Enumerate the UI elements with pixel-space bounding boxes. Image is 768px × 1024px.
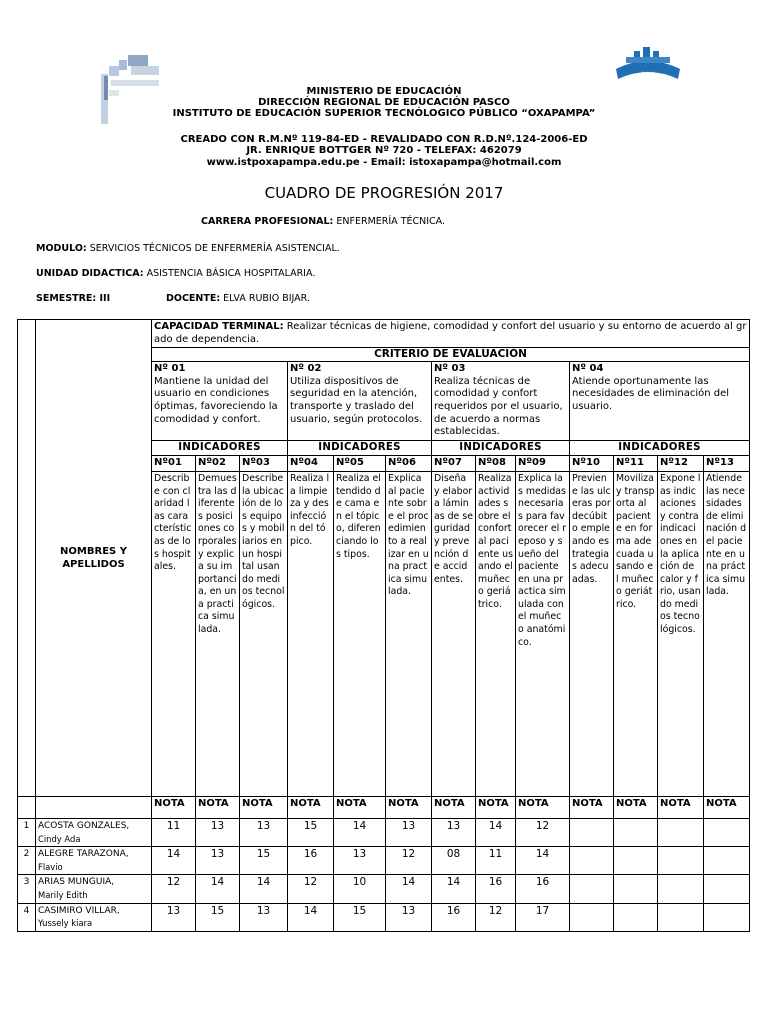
indicator-num: Nº02 [196,456,240,472]
grade-cell [658,818,704,846]
grade-cell [614,875,658,903]
student-name [36,818,152,846]
indicator-description: Explica al paciente sobre el procedimiento a realizar en una practica simulada. [386,471,432,796]
criterion-3-text: Realiza técnicas de comodidad y confort requeridos por el usuario, de acuerdo a normas establecidas. [434,375,563,438]
grade-cell: 12 [516,818,570,846]
indicator-num: Nº09 [516,456,570,472]
grade-cell: 17 [516,903,570,931]
student-surname: CASIMIRO VILLAR, [38,905,120,916]
grade-cell: 12 [476,903,516,931]
nota-header: NOTA [196,796,240,818]
criterion-1 [152,362,288,441]
grade-cell: 11 [476,847,516,875]
indicator-num: Nº03 [240,456,288,472]
semestre-label: SEMESTRE: III [36,293,111,304]
grade-cell: 12 [288,875,334,903]
grade-cell [570,903,614,931]
carrera-label: CARRERA PROFESIONAL: [201,216,334,227]
student-surname: ARIAS MUNGUIA, [38,877,115,888]
grade-cell: 13 [240,903,288,931]
grade-cell [704,875,750,903]
indicator-num: Nº12 [658,456,704,472]
nota-header: NOTA [658,796,704,818]
criterion-1-text: Mantiene la unidad del usuario en condiciones óptimas, favoreciendo la comodidad y confort. [154,375,278,425]
grade-cell: 14 [432,875,476,903]
capacidad-label: CAPACIDAD TERMINAL: [154,321,284,332]
grade-cell: 15 [196,903,240,931]
grade-cell: 16 [476,875,516,903]
criterio-header: CRITERIO DE EVALUACIÓN [152,348,750,362]
row-index: 4 [18,903,36,931]
indicadores-header-1: INDICADORES [152,440,288,456]
student-name [36,875,152,903]
indicator-description: Demuestra las diferentes posiciones corporales y explica su importancia, en una practica simulada. [196,471,240,796]
indicator-num: Nº05 [334,456,386,472]
indicator-description: Describe con claridad las características de los hospitales. [152,471,196,796]
unidad-label: UNIDAD DIDACTICA: [36,268,144,279]
indicator-description: Moviliza y transporta al paciente en forma adecuada usando el muñeco geriátrico. [614,471,658,796]
criterion-3-num: Nº 03 [434,363,466,375]
capacidad-value: Realizar técnicas de higiene, comodidad y confort del usuario y su entorno de acuerdo al grado de dependencia. [154,321,747,345]
student-name [36,847,152,875]
capacidad-terminal [152,320,750,348]
criterion-2 [288,362,432,441]
grade-cell: 13 [334,847,386,875]
indicator-num: Nº10 [570,456,614,472]
indicator-num: Nº07 [432,456,476,472]
index-header-cell [18,320,36,797]
regional-direction-line: DIRECCIÓN REGIONAL DE EDUCACIÓN PASCO [258,97,510,108]
student-given-name: Flavio [38,861,63,872]
grade-cell [570,847,614,875]
indicator-description: Previene las ulceras por decúbito empleando estrategias adecuadas. [570,471,614,796]
criterion-4-num: Nº 04 [572,363,604,375]
criterion-3 [432,362,570,441]
unidad-line [36,268,315,279]
indicator-description: Expone las indicaciones y contraindicaciones en la aplicación de calor y frio, usando medios tecnológicos. [658,471,704,796]
grade-cell [704,903,750,931]
web-email-line: www.istpoxapampa.edu.pe - Email: istoxapampa@hotmail.com [206,157,562,168]
table-row [18,847,750,875]
institute-name-line: INSTITUTO DE EDUCACIÓN SUPERIOR TECNÓLOGICO PÚBLICO “OXAPAMPA” [172,108,596,119]
grade-cell: 16 [432,903,476,931]
indicator-num: Nº04 [288,456,334,472]
ministry-emblem-logo [612,45,684,87]
row-index: 3 [18,875,36,903]
nota-header: NOTA [152,796,196,818]
grade-cell: 14 [196,875,240,903]
nota-header: NOTA [516,796,570,818]
student-name [36,903,152,931]
grade-cell: 10 [334,875,386,903]
grade-cell: 14 [516,847,570,875]
nota-header: NOTA [432,796,476,818]
student-given-name: Marily Edith [38,889,88,900]
nota-header: NOTA [334,796,386,818]
grade-cell: 13 [386,903,432,931]
grade-cell: 13 [240,818,288,846]
docente-label: DOCENTE: [166,293,221,304]
student-given-name: Yussely kiara [38,918,93,929]
svg-text:✦ ✦ ✦: ✦ ✦ ✦ [641,70,655,75]
grade-cell [658,847,704,875]
grade-cell: 14 [476,818,516,846]
grade-cell: 14 [334,818,386,846]
grade-cell: 14 [386,875,432,903]
ministry-line: MINISTERIO DE EDUCACIÓN [306,86,462,97]
grade-cell: 13 [386,818,432,846]
address-line: JR. ENRIQUE BOTTGER Nº 720 - TELEFAX: 462079 [246,145,522,156]
grade-cell [614,903,658,931]
grade-cell: 11 [152,818,196,846]
grade-cell [614,818,658,846]
names-header: NOMBRES Y APELLIDOS [36,320,152,797]
grade-cell: 15 [288,818,334,846]
grade-cell [614,847,658,875]
indicadores-header-3: INDICADORES [432,440,570,456]
docente-line [166,293,310,304]
grade-cell: 13 [196,818,240,846]
nota-header: NOTA [704,796,750,818]
nota-index-cell [18,796,36,818]
table-row [18,818,750,846]
grade-cell [658,903,704,931]
grade-cell: 14 [288,903,334,931]
page-title: CUADRO DE PROGRESIÓN 2017 [264,184,504,202]
modulo-value: SERVICIOS TÉCNICOS DE ENFERMERÍA ASISTENCIAL. [86,243,340,254]
grade-cell [570,875,614,903]
grade-cell: 08 [432,847,476,875]
carrera-value: ENFERMERÍA TÉCNICA. [333,216,446,227]
criterion-4 [570,362,750,441]
indicator-description: Realiza actividades sobre el confort al paciente usando el muñeco geriátrico. [476,471,516,796]
indicator-description: Atiende las necesidades de eliminación del paciente en una práctica simulada. [704,471,750,796]
indicator-description: Realiza la limpieza y desinfección del tópico. [288,471,334,796]
grade-cell: 12 [386,847,432,875]
criterion-2-text: Utiliza dispositivos de seguridad en la atención, transporte y traslado del usuario, según protocolos. [290,375,423,425]
row-index: 1 [18,818,36,846]
student-surname: ACOSTA GONZALES, [38,820,130,831]
modulo-label: MODULO: [36,243,87,254]
student-given-name: Cindy Ada [38,833,81,844]
indicator-num: Nº08 [476,456,516,472]
grade-cell: 13 [196,847,240,875]
docente-value: ELVA RUBIO BIJAR. [220,293,310,304]
grade-cell: 13 [152,903,196,931]
criterion-2-num: Nº 02 [290,363,322,375]
indicator-description: Realiza el tendido de cama en el tópico, diferenciando los tipos. [334,471,386,796]
row-index: 2 [18,847,36,875]
progression-table [17,319,750,932]
grade-cell: 14 [152,847,196,875]
grade-cell: 16 [288,847,334,875]
grade-cell [658,875,704,903]
indicadores-header-4: INDICADORES [570,440,750,456]
table-row [18,903,750,931]
nota-header: NOTA [386,796,432,818]
grade-cell: 15 [240,847,288,875]
grade-cell: 12 [152,875,196,903]
indicator-num: Nº06 [386,456,432,472]
indicator-description: Explica las medidas necesarias para favorecer el reposo y sueño del paciente en una practica simulada con el muñeco anatómico. [516,471,570,796]
nota-header: NOTA [476,796,516,818]
criterion-4-text: Atiende oportunamente las necesidades de eliminación del usuario. [572,375,730,412]
modulo-line [36,243,340,254]
indicator-description: Diseña y elabora láminas de seguridad y prevención de accidentes. [432,471,476,796]
indicadores-header-2: INDICADORES [288,440,432,456]
grade-cell: 15 [334,903,386,931]
nota-header: NOTA [288,796,334,818]
indicator-num: Nº11 [614,456,658,472]
nota-header: NOTA [240,796,288,818]
grade-cell: 16 [516,875,570,903]
nota-header: NOTA [614,796,658,818]
table-row [18,875,750,903]
unidad-value: ASISTENCIA BÁSICA HOSPITALARIA. [143,268,316,279]
grade-cell [570,818,614,846]
student-surname: ALEGRE TARAZONA, [38,849,129,860]
indicator-num: Nº13 [704,456,750,472]
nota-name-cell [36,796,152,818]
semestre-line [36,293,110,304]
grade-cell: 13 [432,818,476,846]
indicator-description: Describe la ubicación de los equipos y mobiliarios en un hospital usando medios tecnológicos. [240,471,288,796]
grade-cell [704,847,750,875]
criterion-1-num: Nº 01 [154,363,186,375]
resolution-line: CREADO CON R.M.Nº 119-84-ED - REVALIDADO CON R.D.Nº.124-2006-ED [180,134,588,145]
nota-header: NOTA [570,796,614,818]
grade-cell [704,818,750,846]
grade-cell: 14 [240,875,288,903]
indicator-num: Nº01 [152,456,196,472]
carrera-line [201,216,445,227]
